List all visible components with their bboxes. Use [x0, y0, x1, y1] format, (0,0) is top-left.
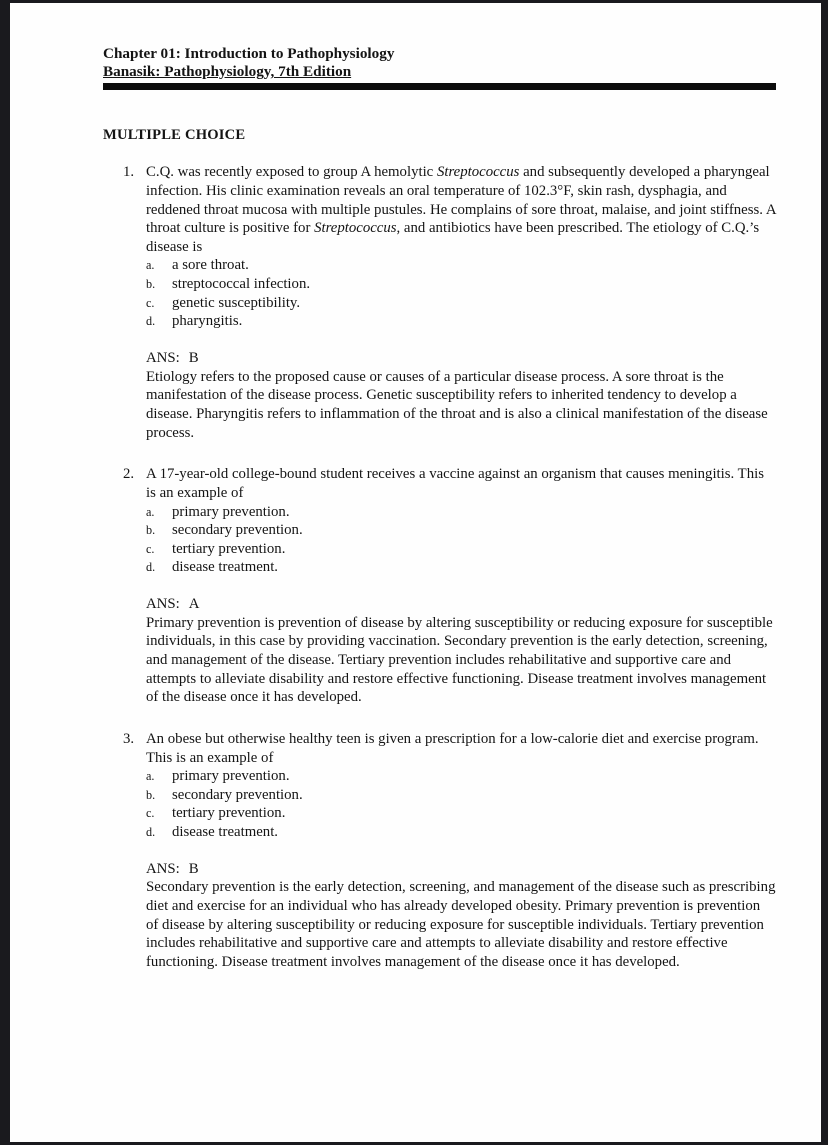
answer-label: ANS:	[146, 350, 180, 367]
question-stem	[146, 730, 776, 767]
option-text: primary prevention.	[172, 768, 290, 785]
question-top	[103, 730, 776, 842]
question-body	[146, 163, 776, 331]
question-stem	[146, 163, 776, 256]
answer-block	[146, 595, 776, 707]
option-text: disease treatment.	[172, 559, 278, 576]
option-text: streptococcal infection.	[172, 276, 311, 293]
question-number: 1.	[123, 164, 135, 181]
answer-label: ANS:	[146, 860, 180, 877]
question-item	[103, 163, 776, 442]
option-text: disease treatment.	[172, 824, 278, 841]
option-letter: c.	[146, 541, 155, 556]
option-text: genetic susceptibility.	[172, 294, 301, 311]
option-letter: a.	[146, 258, 155, 273]
answer-value: A	[188, 596, 200, 613]
option-letter: c.	[146, 295, 155, 310]
option-row	[146, 503, 776, 522]
option-letter: c.	[146, 806, 155, 821]
options	[146, 256, 776, 331]
stem-segment: Streptococcus	[436, 164, 520, 181]
answer-line	[146, 349, 776, 368]
question-top	[103, 163, 776, 331]
answer-line	[146, 595, 776, 614]
option-letter: d.	[146, 560, 156, 575]
option-letter: b.	[146, 277, 156, 292]
option-letter: d.	[146, 825, 156, 840]
question-stem	[146, 465, 776, 502]
option-text: primary prevention.	[172, 503, 290, 520]
option-text: a sore throat.	[172, 257, 249, 274]
options	[146, 767, 776, 842]
stem-segment: C.Q. was recently exposed to group A hemolytic	[146, 164, 437, 181]
question-number: 3.	[123, 730, 135, 747]
option-row	[146, 275, 776, 294]
book-title: Banasik: Pathophysiology, 7th Edition	[103, 62, 352, 80]
answer-label: ANS:	[146, 596, 180, 613]
rationale-text: Etiology refers to the proposed cause or causes of a particular disease process. A sore throat is the manifestation of the disease process. Genetic susceptibility refers to inherited tendency to develop a disease. Pharyngitis refers to inflammation of the throat and is also a clinical manifestation of the disease process.	[146, 368, 768, 441]
option-letter: b.	[146, 787, 156, 802]
answer-value: B	[188, 350, 199, 367]
option-row	[146, 558, 776, 577]
option-row	[146, 804, 776, 823]
answer-value: B	[188, 860, 199, 877]
stem-segment: A 17-year-old college-bound student receives a vaccine against an organism that causes meningitis. This is an example of	[146, 466, 764, 501]
option-row	[146, 521, 776, 540]
rationale-text: Primary prevention is prevention of disease by altering susceptibility or reducing exposure for susceptible individuals, in this case by providing vaccination. Secondary prevention is the early detection, screening, and management of the disease. Tertiary prevention includes rehabilitative and supportive care and attempts to alleviate disability and restore effective functioning. Disease treatment involves management of the disease once it has developed.	[146, 614, 773, 706]
option-letter: d.	[146, 314, 156, 329]
option-row	[146, 312, 776, 331]
answer-line	[146, 860, 776, 879]
option-text: secondary prevention.	[172, 786, 303, 803]
option-row	[146, 256, 776, 275]
option-text: tertiary prevention.	[172, 805, 286, 822]
option-letter: b.	[146, 523, 156, 538]
question-body	[146, 730, 776, 842]
option-text: pharyngitis.	[172, 313, 243, 330]
option-row	[146, 294, 776, 313]
option-text: tertiary prevention.	[172, 540, 286, 557]
option-letter: a.	[146, 504, 155, 519]
document-page	[10, 3, 821, 1142]
section-title: MULTIPLE CHOICE	[103, 126, 246, 143]
question-body	[146, 465, 776, 577]
option-text: secondary prevention.	[172, 522, 303, 539]
document-header	[103, 45, 776, 81]
stem-segment: and subsequently developed a pharyngeal infection. His clinic examination reveals an oral temperature of 102.3°F, skin rash, dysphagia, and reddened throat mucosa with multiple pustules. He complains of sore throat, malaise, and joint stiffness. A throat culture is positive for	[146, 164, 776, 237]
answer-block	[146, 349, 776, 442]
rationale-text: Secondary prevention is the early detection, screening, and management of the disease such as prescribing diet and exercise for an individual who has already developed obesity. Primary prevention is prevention of disease by altering susceptibility or reducing exposure for susceptible individuals. Tertiary prevention includes rehabilitative and supportive care and attempts to alleviate disability and restore effective functioning. Disease treatment involves management of the disease once it has developed.	[146, 879, 776, 970]
stem-segment: Streptococcus	[314, 220, 397, 237]
options	[146, 503, 776, 578]
stem-segment: , and antibiotics have been prescribed. The etiology of C.Q.’s disease is	[146, 220, 760, 255]
answer-block	[146, 860, 776, 972]
question-number: 2.	[123, 466, 135, 483]
stem-segment: An obese but otherwise healthy teen is given a prescription for a low-calorie diet and exercise program. This is an example of	[146, 730, 759, 766]
question-top	[103, 465, 776, 577]
question-list	[103, 163, 776, 971]
option-row	[146, 823, 776, 842]
option-row	[146, 540, 776, 559]
chapter-title: Chapter 01: Introduction to Pathophysiology	[103, 45, 395, 62]
option-row	[146, 767, 776, 786]
header-rule	[103, 83, 776, 90]
question-item	[103, 465, 776, 707]
question-item	[103, 730, 776, 972]
option-letter: a.	[146, 769, 155, 784]
option-row	[146, 786, 776, 805]
